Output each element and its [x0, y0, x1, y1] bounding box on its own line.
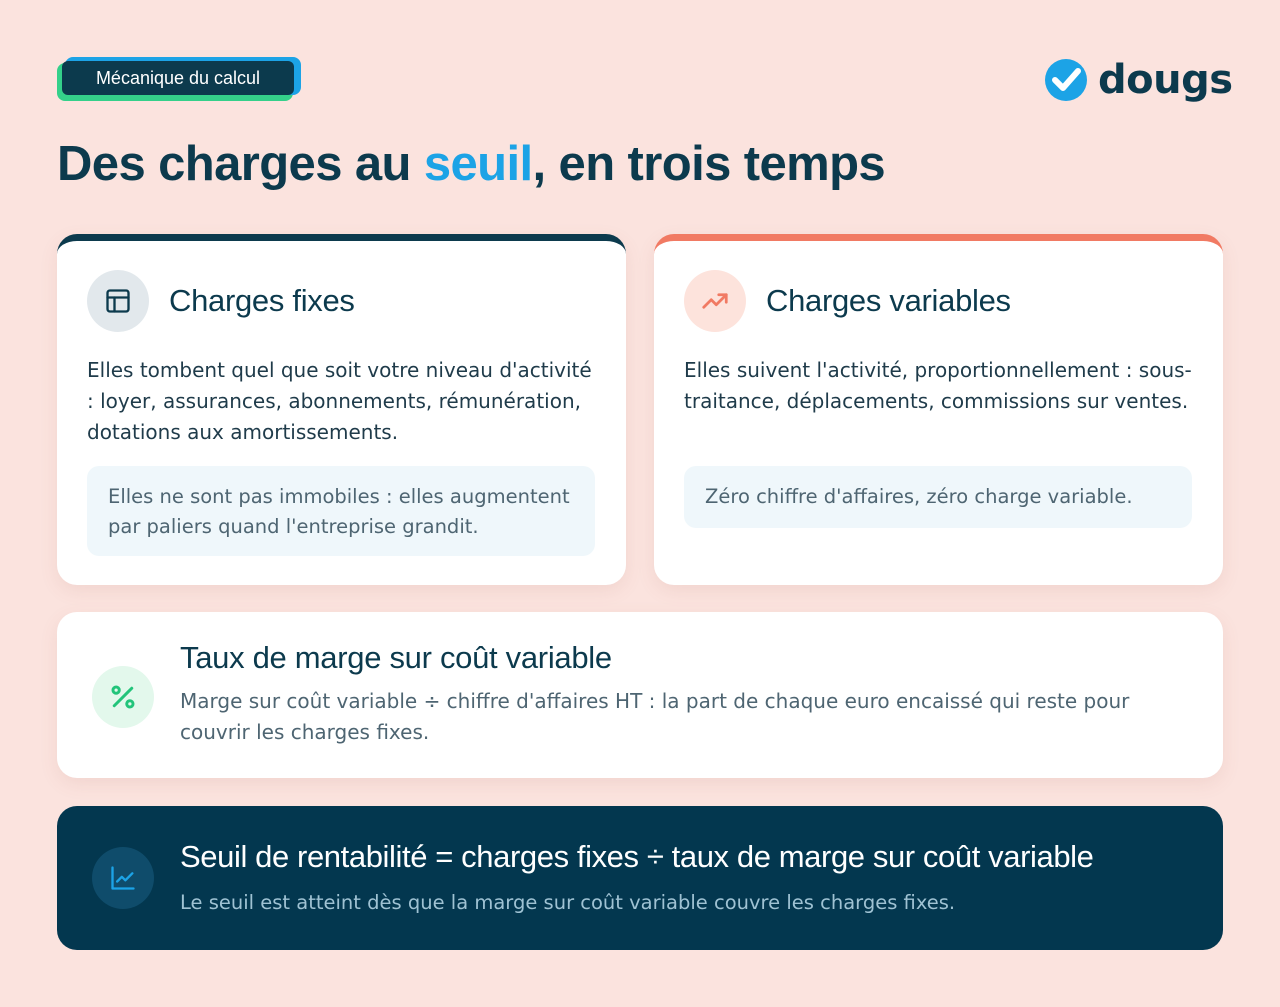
- card-note: Zéro chiffre d'affaires, zéro charge variable.: [684, 466, 1192, 528]
- logo-text: dougs: [1098, 57, 1233, 103]
- card-taux-de-marge: [57, 612, 1223, 778]
- card-title: Charges fixes: [169, 283, 355, 318]
- check-circle-icon: [1044, 58, 1088, 102]
- trending-up-icon: [684, 270, 746, 332]
- card-description: Elles tombent quel que soit votre niveau d'activité : loyer, assurances, abonnements, rémunération, dotations aux amortissements.: [87, 358, 592, 444]
- dougs-logo: [1044, 57, 1233, 103]
- formula-description: Le seuil est atteint dès que la marge sur coût variable couvre les charges fixes.: [180, 891, 956, 914]
- line-chart-icon: [92, 847, 154, 909]
- title-end: , en trois temps: [532, 137, 886, 191]
- section-tag: [57, 57, 301, 101]
- card-charges-fixes: [57, 234, 626, 585]
- formula-title: Seuil de rentabilité = charges fixes ÷ taux de marge sur coût variable: [180, 839, 1094, 874]
- title-highlight: seuil: [423, 137, 533, 191]
- card-description: Elles suivent l'activité, proportionnellement : sous-traitance, déplacements, commissions sur ventes.: [684, 358, 1192, 413]
- card-charges-variables: [654, 234, 1223, 585]
- card-note: Elles ne sont pas immobiles : elles augmentent par paliers quand l'entreprise grandit.: [87, 466, 595, 556]
- page-title: [57, 136, 885, 192]
- tag-label: Mécanique du calcul: [62, 61, 294, 95]
- card-header: [87, 270, 355, 332]
- title-start: Des charges au: [57, 137, 424, 191]
- percent-icon: [92, 666, 154, 728]
- card-description: Marge sur coût variable ÷ chiffre d'affaires HT : la part de chaque euro encaissé qui reste pour couvrir les charges fixes.: [180, 689, 1130, 744]
- layout-icon: [87, 270, 149, 332]
- card-title: Charges variables: [766, 283, 1011, 318]
- card-seuil-de-rentabilite: [57, 806, 1223, 950]
- card-header: [684, 270, 1011, 332]
- card-title: Taux de marge sur coût variable: [180, 640, 612, 675]
